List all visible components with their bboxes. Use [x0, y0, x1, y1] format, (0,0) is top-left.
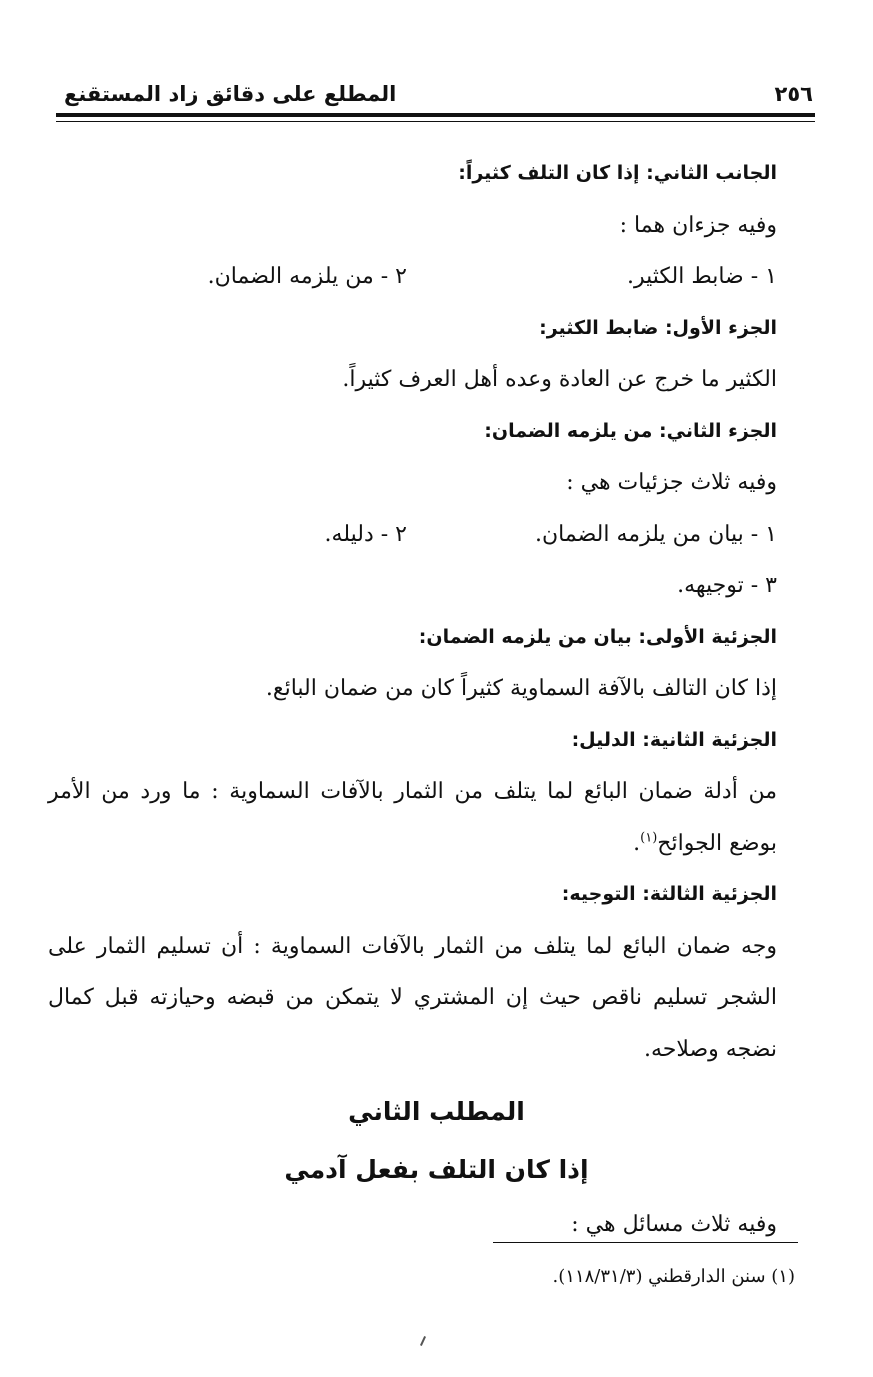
enum-item-2: ٢ - من يلزمه الضمان. [207, 264, 407, 289]
section-title: المطلب الثاني [348, 1097, 525, 1126]
text-line: وفيه ثلاث مسائل هي : [571, 1212, 777, 1237]
part-heading-1: الجزء الأول: ضابط الكثير: [539, 316, 777, 339]
running-title: المطلع على دقائق زاد المستقنع [64, 82, 397, 106]
header-rule-thin [56, 121, 815, 122]
enum-item-2: ٢ - دليله. [324, 521, 407, 547]
enum-item-1: ١ - بيان من يلزمه الضمان. [535, 521, 777, 547]
footnote-reference: (١) [640, 830, 658, 846]
part-heading-2: الجزء الثاني: من يلزمه الضمان: [484, 419, 777, 442]
text-line: الكثير ما خرج عن العادة وعده أهل العرف كثيراً. [342, 367, 777, 392]
rationale-paragraph: وجه ضمان البائع لما يتلف من الثمار بالآفات السماوية : أن تسليم الثمار على الشجر تسليم ناقص حيث إن المشتري لا يتمكن من قبضه وحيازته قبل كمال نضجه وصلاحه. [48, 933, 777, 1062]
side-heading-2: الجانب الثاني: إذا كان التلف كثيراً: [458, 162, 777, 184]
subpart-heading-2: الجزئية الثانية: الدليل: [571, 728, 777, 751]
header-rule-thick [56, 113, 815, 117]
paragraph-text: من أدلة ضمان البائع لما يتلف من الثمار بالآفات السماوية : ما ورد من الأمر بوضع الجوائح [48, 779, 777, 856]
scan-speck [420, 1336, 426, 1346]
footnote-separator [493, 1242, 798, 1243]
paragraph-end: . [633, 830, 641, 856]
running-header [64, 76, 813, 112]
enum-item-1: ١ - ضابط الكثير. [626, 264, 777, 289]
footnote: (١) سنن الدارقطني (١١٨/٣١/٣). [552, 1266, 795, 1287]
enum-item-3: ٣ - توجيهه. [677, 573, 777, 598]
text-line: وفيه ثلاث جزئيات هي : [566, 470, 777, 495]
main-text [48, 148, 777, 1251]
text-line: وفيه جزءان هما : [619, 212, 777, 238]
section-subtitle: إذا كان التلف بفعل آدمي [284, 1155, 589, 1184]
enumeration-line [48, 251, 777, 303]
subpart-heading-3: الجزئية الثالثة: التوجيه: [561, 883, 777, 905]
page-number: ٢٥٦ [774, 82, 813, 106]
evidence-paragraph [48, 766, 777, 869]
text-line: إذا كان التالف بالآفة السماوية كثيراً كان من ضمان البائع. [265, 676, 777, 701]
subpart-heading-1: الجزئية الأولى: بيان من يلزمه الضمان: [418, 625, 777, 648]
enumeration-line [48, 509, 777, 561]
